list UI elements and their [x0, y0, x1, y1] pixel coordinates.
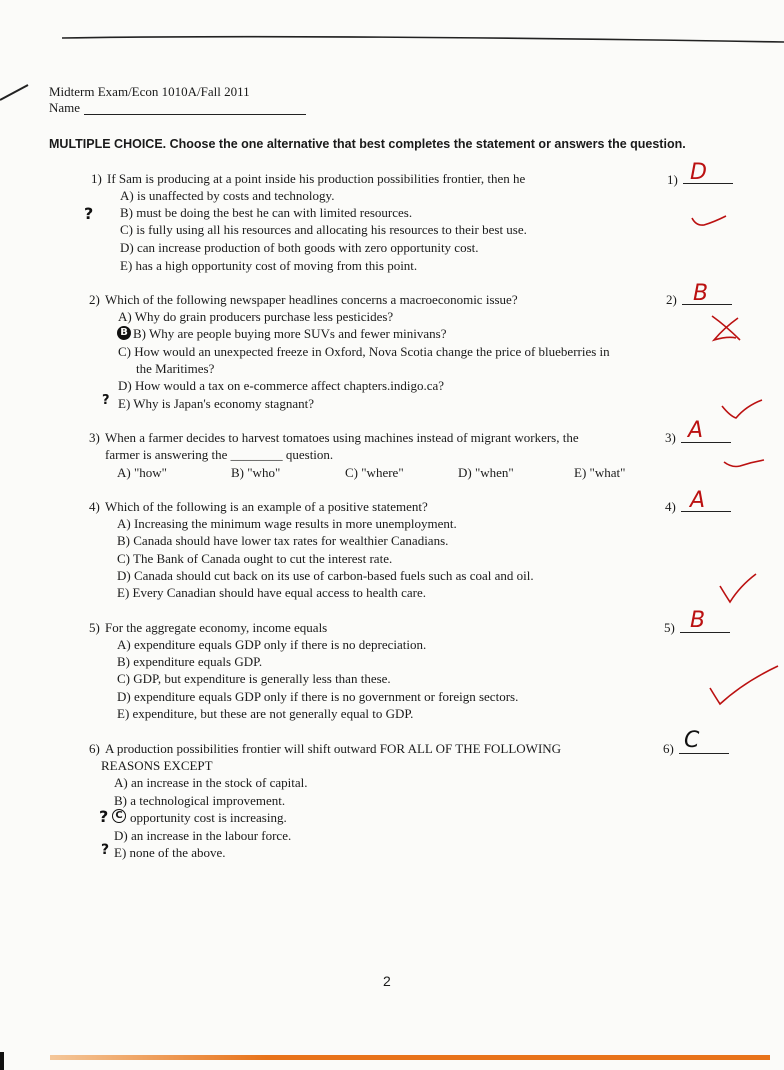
exam-title: Midterm Exam/Econ 1010A/Fall 2011: [49, 84, 250, 99]
handwritten-answer: B: [693, 281, 709, 306]
question-mark: ?: [84, 204, 94, 223]
check-mark: [708, 664, 780, 706]
question-mark: ?: [102, 393, 110, 408]
option-b: B) expenditure equals GDP.: [117, 654, 263, 669]
check-mark: [690, 210, 730, 230]
option-d: D) an increase in the labour force.: [114, 828, 292, 843]
answer-label: 1): [667, 172, 678, 187]
bottom-stripe: [50, 1055, 770, 1060]
option-a: A) is unaffected by costs and technology.: [120, 188, 335, 203]
question-number: 4): [89, 499, 100, 514]
question-stem-line-2: REASONS EXCEPT: [101, 758, 213, 773]
question-stem: A production possibilities frontier will shift outward FOR ALL OF THE FOLLOWING: [105, 741, 562, 756]
option-b: B) must be doing the best he can with limited resources.: [120, 205, 413, 220]
handwritten-answer: D: [690, 160, 707, 185]
option-c: C) "where": [345, 465, 404, 480]
question-stem: Which of the following newspaper headlines concerns a macroeconomic issue?: [105, 292, 518, 307]
question-stem: For the aggregate economy, income equals: [105, 620, 328, 635]
answer-label: 5): [664, 620, 675, 635]
answer-line: [681, 511, 731, 512]
question-mark: ?: [101, 842, 110, 858]
check-mark: [718, 572, 758, 604]
question-number: 5): [89, 620, 100, 635]
answer-label: 6): [663, 741, 674, 756]
circled-option-mark: B: [117, 326, 131, 340]
option-d: D) expenditure equals GDP only if there is no government or foreign sectors.: [117, 689, 519, 704]
option-a: A) Increasing the minimum wage results in more unemployment.: [117, 516, 457, 531]
option-e: E) "what": [574, 465, 626, 480]
option-c: C) GDP, but expenditure is generally less than these.: [117, 671, 391, 686]
question-stem-line-2: farmer is answering the ________ question.: [105, 447, 334, 462]
check-mark: [720, 396, 764, 422]
name-label: Name: [49, 100, 81, 115]
question-number: 2): [89, 292, 100, 307]
question-number: 3): [89, 430, 100, 445]
option-b: B) a technological improvement.: [114, 793, 286, 808]
question-stem: Which of the following is an example of a positive statement?: [105, 499, 428, 514]
option-b: B) Why are people buying more SUVs and fewer minivans?: [133, 326, 447, 341]
option-a: A) an increase in the stock of capital.: [114, 775, 308, 790]
question-number: 6): [89, 741, 100, 756]
circled-option-mark: C: [112, 809, 126, 823]
option-c: opportunity cost is increasing.: [130, 810, 287, 825]
option-c: C) How would an unexpected freeze in Oxford, Nova Scotia change the price of blueberries in: [118, 344, 610, 359]
option-c-continued: the Maritimes?: [136, 361, 215, 376]
option-d: D) Canada should cut back on its use of carbon-based fuels such as coal and oil.: [117, 568, 534, 583]
check-mark: [722, 454, 766, 470]
instructions: MULTIPLE CHOICE. Choose the one alternative that best completes the statement or answers the question.: [49, 137, 686, 151]
option-c: C) The Bank of Canada ought to cut the interest rate.: [117, 551, 393, 566]
option-a: A) expenditure equals GDP only if there is no depreciation.: [117, 637, 427, 652]
option-b: B) Canada should have lower tax rates for wealthier Canadians.: [117, 533, 449, 548]
option-e: E) Why is Japan's economy stagnant?: [118, 396, 314, 411]
option-e: E) Every Canadian should have equal access to health care.: [117, 585, 426, 600]
option-e: E) expenditure, but these are not generally equal to GDP.: [117, 706, 414, 721]
bottom-left-mark: [0, 1052, 4, 1070]
page-number: 2: [383, 973, 391, 989]
name-line: [84, 114, 306, 115]
handwritten-answer: C: [684, 728, 700, 753]
question-stem: When a farmer decides to harvest tomatoes using machines instead of migrant workers, the: [105, 430, 579, 445]
option-e: E) has a high opportunity cost of moving from this point.: [120, 258, 418, 273]
option-d: D) can increase production of both goods with zero opportunity cost.: [120, 240, 479, 255]
answer-line: [679, 753, 729, 754]
answer-label: 4): [665, 499, 676, 514]
handwritten-answer: A: [690, 488, 706, 513]
question-mark: ?: [99, 807, 109, 826]
question-stem: If Sam is producing at a point inside his production possibilities frontier, then he: [107, 171, 526, 186]
option-b: B) "who": [231, 465, 281, 480]
cross-mark: [708, 312, 744, 342]
option-c: C) is fully using all his resources and allocating his resources to their best use.: [120, 222, 527, 237]
option-d: D) "when": [458, 465, 514, 480]
option-a: A) Why do grain producers purchase less pesticides?: [118, 309, 394, 324]
handwritten-answer: A: [688, 418, 704, 443]
option-a: A) "how": [117, 465, 167, 480]
question-number: 1): [91, 171, 102, 186]
top-border-line: [0, 30, 784, 90]
option-d: D) How would a tax on e-commerce affect chapters.indigo.ca?: [118, 378, 445, 393]
answer-label: 3): [665, 430, 676, 445]
answer-label: 2): [666, 292, 677, 307]
option-e: E) none of the above.: [114, 845, 226, 860]
handwritten-answer: B: [690, 608, 706, 633]
